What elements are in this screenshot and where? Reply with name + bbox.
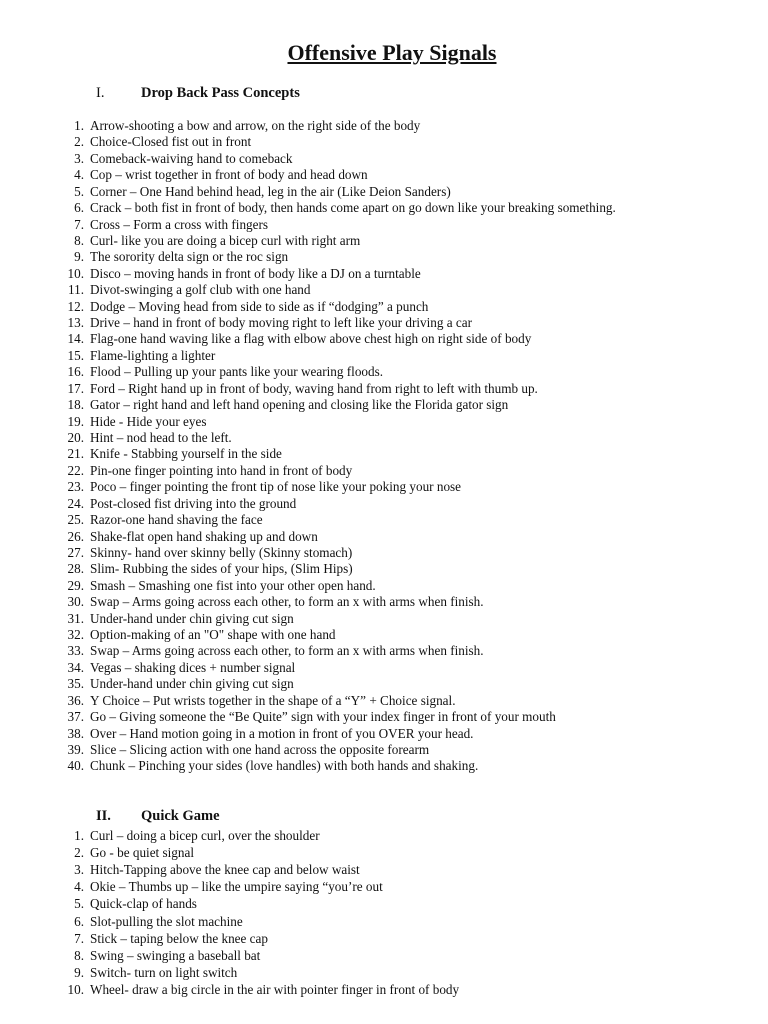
list-item-number: 2. xyxy=(74,845,84,861)
list-item-text: Hitch-Tapping above the knee cap and below waist xyxy=(90,862,360,878)
list-item-number: 40. xyxy=(67,758,84,774)
list-item xyxy=(0,430,232,446)
list-item-number: 9. xyxy=(74,964,84,980)
list-item xyxy=(0,479,461,495)
list-item-text: Stick – taping below the knee cap xyxy=(90,930,268,946)
list-item xyxy=(0,282,311,298)
list-item-text: Chunk – Pinching your sides (love handles) with both hands and shaking. xyxy=(90,758,479,774)
list-item xyxy=(0,167,368,183)
list-item-text: Comeback-waiving hand to comeback xyxy=(90,150,293,166)
list-item-text: Flag-one hand waving like a flag with elbow above chest high on right side of body xyxy=(90,331,532,347)
list-item-number: 39. xyxy=(67,741,84,757)
list-item-number: 3. xyxy=(74,150,84,166)
list-item xyxy=(0,233,360,249)
list-item-text: Slim- Rubbing the sides of your hips, (Slim Hips) xyxy=(90,561,353,577)
list-item xyxy=(0,742,429,758)
list-item-text: Under-hand under chin giving cut sign xyxy=(90,610,294,626)
list-item xyxy=(0,381,538,397)
list-item xyxy=(0,896,197,912)
list-item xyxy=(0,496,296,512)
list-item xyxy=(0,151,293,167)
list-item-number: 1. xyxy=(74,828,84,843)
list-item xyxy=(0,348,215,364)
list-item-number: 26. xyxy=(67,528,84,544)
list-item xyxy=(0,948,260,964)
list-item-number: 4. xyxy=(74,167,84,183)
list-item-text: Quick-clap of hands xyxy=(90,896,197,912)
list-item xyxy=(0,545,352,561)
list-item-text: Smash – Smashing one fist into your other open hand. xyxy=(90,577,376,593)
list-item-text: Gator – right hand and left hand opening and closing like the Florida gator sign xyxy=(90,397,509,413)
list-item-number: 24. xyxy=(67,495,84,511)
list-item-number: 20. xyxy=(67,429,84,445)
list-item-number: 29. xyxy=(67,577,84,593)
list-item-text: Choice-Closed fist out in front xyxy=(90,134,252,150)
list-item xyxy=(0,643,484,659)
list-item xyxy=(0,315,472,331)
list-item xyxy=(0,611,294,627)
list-item-text: Swap – Arms going across each other, to form an x with arms when finish. xyxy=(90,594,484,610)
list-item-number: 28. xyxy=(67,561,84,577)
list-item-number: 5. xyxy=(74,183,84,199)
list-item-number: 17. xyxy=(67,380,84,396)
list-item xyxy=(0,709,556,725)
list-item xyxy=(0,446,282,462)
list-item-number: 5. xyxy=(74,896,84,912)
list-item-number: 25. xyxy=(67,512,84,528)
list-item xyxy=(0,414,206,430)
list-item xyxy=(0,512,263,528)
list-item xyxy=(0,134,251,150)
list-item xyxy=(0,758,478,774)
list-item xyxy=(0,627,336,643)
list-item-text: Over – Hand motion going in a motion in front of you OVER your head. xyxy=(90,725,474,741)
list-item-number: 34. xyxy=(67,659,84,675)
list-item-text: Okie – Thumbs up – like the umpire saying “you’re out xyxy=(90,879,383,895)
list-item-text: Go – Giving someone the “Be Quite” sign with your index finger in front of your mouth xyxy=(90,709,556,725)
list-item-text: Flame-lighting a lighter xyxy=(90,347,216,363)
list-item-number: 23. xyxy=(67,479,84,495)
list-item-number: 27. xyxy=(67,544,84,560)
list-item xyxy=(0,266,421,282)
list-item-number: 6. xyxy=(74,913,84,929)
list-item-text: Swing – swinging a baseball bat xyxy=(90,947,261,963)
list-item-text: Dodge – Moving head from side to side as if “dodging” a punch xyxy=(90,298,429,314)
list-item-text: Cop – wrist together in front of body and head down xyxy=(90,167,368,183)
list-item-number: 8. xyxy=(74,232,84,248)
list-item-number: 4. xyxy=(74,879,84,895)
list-item-number: 3. xyxy=(74,862,84,878)
list-item xyxy=(0,931,268,947)
list-item-number: 8. xyxy=(74,947,84,963)
list-item-number: 21. xyxy=(67,446,84,462)
list-item xyxy=(0,914,243,930)
list-item-number: 13. xyxy=(67,315,84,331)
section-heading-drop-back xyxy=(96,85,300,102)
list-item-number: 36. xyxy=(67,692,84,708)
list-item-number: 10. xyxy=(67,265,84,281)
section-numeral: I. xyxy=(96,85,105,101)
list-item-text: The sorority delta sign or the roc sign xyxy=(90,249,289,265)
list-item-text: Curl – doing a bicep curl, over the shoulder xyxy=(90,828,320,843)
section-numeral: II. xyxy=(96,808,111,824)
list-item xyxy=(0,660,295,676)
list-item-number: 12. xyxy=(67,298,84,314)
list-item-text: Go - be quiet signal xyxy=(90,845,195,861)
list-item xyxy=(0,397,508,413)
list-item-text: Razor-one hand shaving the face xyxy=(90,512,263,528)
list-item-number: 18. xyxy=(67,397,84,413)
list-item-text: Hide - Hide your eyes xyxy=(90,413,207,429)
list-item-number: 19. xyxy=(67,413,84,429)
section-heading-quick-game xyxy=(96,808,220,825)
list-item-text: Pin-one finger pointing into hand in front of body xyxy=(90,462,353,478)
list-item-number: 10. xyxy=(67,981,84,997)
list-item-number: 1. xyxy=(74,118,84,133)
list-item-text: Vegas – shaking dices + number signal xyxy=(90,659,296,675)
list-item-text: Ford – Right hand up in front of body, waving hand from right to left with thumb up. xyxy=(90,380,538,396)
list-item-number: 33. xyxy=(67,643,84,659)
list-item-text: Hint – nod head to the left. xyxy=(90,429,232,445)
list-item-number: 35. xyxy=(67,676,84,692)
list-item-number: 2. xyxy=(74,134,84,150)
list-item-number: 15. xyxy=(67,347,84,363)
list-item xyxy=(0,463,352,479)
list-item xyxy=(0,578,376,594)
list-item xyxy=(0,982,459,998)
list-item xyxy=(0,965,237,981)
list-item-text: Curl- like you are doing a bicep curl with right arm xyxy=(90,232,361,248)
list-item-text: Post-closed fist driving into the ground xyxy=(90,495,297,511)
list-item-number: 11. xyxy=(68,282,84,298)
list-item-text: Drive – hand in front of body moving right to left like your driving a car xyxy=(90,315,472,331)
list-item xyxy=(0,249,288,265)
list-item-text: Under-hand under chin giving cut sign xyxy=(90,676,294,692)
list-item-text: Crack – both fist in front of body, then hands come apart on go down like your breaking something. xyxy=(90,200,616,216)
list-item-text: Flood – Pulling up your pants like your wearing floods. xyxy=(90,364,384,380)
list-item-number: 6. xyxy=(74,200,84,216)
list-item xyxy=(0,594,484,610)
section-title: Drop Back Pass Concepts xyxy=(141,85,300,101)
list-item-text: Disco – moving hands in front of body like a DJ on a turntable xyxy=(90,265,421,281)
list-item xyxy=(0,879,383,895)
list-item-number: 32. xyxy=(67,627,84,643)
list-item-number: 14. xyxy=(67,331,84,347)
list-item xyxy=(0,828,320,844)
list-item-text: Corner – One Hand behind head, leg in the air (Like Deion Sanders) xyxy=(90,183,451,199)
list-item-text: Knife - Stabbing yourself in the side xyxy=(90,446,282,462)
section-title: Quick Game xyxy=(141,808,220,824)
list-item xyxy=(0,726,473,742)
list-item xyxy=(0,217,268,233)
list-item xyxy=(0,118,420,134)
list-item xyxy=(0,862,360,878)
list-item-text: Skinny- hand over skinny belly (Skinny stomach) xyxy=(90,544,353,560)
list-item xyxy=(0,845,194,861)
list-item-number: 9. xyxy=(74,249,84,265)
list-item-text: Option-making of an "O" shape with one hand xyxy=(90,627,336,643)
list-item-number: 7. xyxy=(74,216,84,232)
list-item-text: Shake-flat open hand shaking up and down xyxy=(90,528,318,544)
list-item-text: Swap – Arms going across each other, to form an x with arms when finish. xyxy=(90,643,484,659)
list-item-text: Cross – Form a cross with fingers xyxy=(90,216,269,232)
list-item xyxy=(0,364,383,380)
list-item-number: 38. xyxy=(67,725,84,741)
page-title: Offensive Play Signals xyxy=(287,40,497,65)
list-item-text: Wheel- draw a big circle in the air with pointer finger in front of body xyxy=(90,981,460,997)
list-item-text: Slice – Slicing action with one hand across the opposite forearm xyxy=(90,741,430,757)
list-item xyxy=(0,200,616,216)
list-item xyxy=(0,561,353,577)
list-item-number: 22. xyxy=(67,462,84,478)
list-item-text: Switch- turn on light switch xyxy=(90,964,238,980)
list-item-text: Poco – finger pointing the front tip of nose like your poking your nose xyxy=(90,479,462,495)
list-item xyxy=(0,529,318,545)
list-item-text: Slot-pulling the slot machine xyxy=(90,913,243,929)
list-item-number: 31. xyxy=(67,610,84,626)
list-item-text: Arrow-shooting a bow and arrow, on the right side of the body xyxy=(90,118,421,133)
list-item-text: Y Choice – Put wrists together in the shape of a “Y” + Choice signal. xyxy=(90,692,456,708)
list-item xyxy=(0,331,531,347)
list-item-number: 16. xyxy=(67,364,84,380)
list-item-number: 37. xyxy=(67,709,84,725)
list-item-number: 7. xyxy=(74,930,84,946)
list-item xyxy=(0,184,451,200)
list-item xyxy=(0,693,456,709)
list-item xyxy=(0,676,294,692)
list-item-number: 30. xyxy=(67,594,84,610)
list-item-text: Divot-swinging a golf club with one hand xyxy=(90,282,311,298)
list-item xyxy=(0,299,428,315)
